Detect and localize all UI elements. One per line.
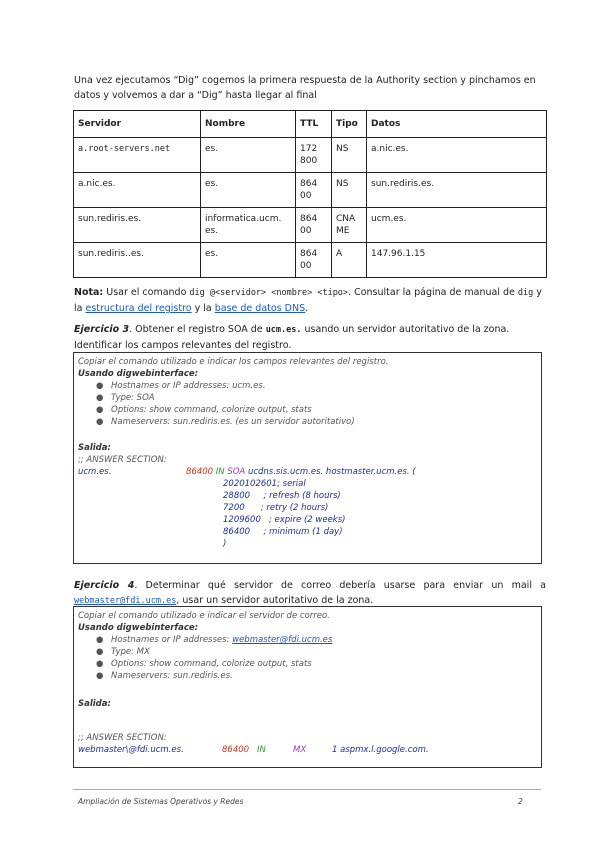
cell-nombre: informatica.ucm. es. bbox=[201, 208, 296, 243]
header-ttl: TTL bbox=[296, 111, 332, 138]
footer-divider bbox=[73, 789, 541, 790]
instruction-line: Copiar el comando utilizado e indicar los campos relevantes del registro. bbox=[78, 357, 389, 367]
exercise-text: , usar un servidor autoritativo de la zona. bbox=[176, 595, 374, 606]
header-servidor: Servidor bbox=[74, 111, 201, 138]
cell-datos: 147.96.1.15 bbox=[367, 243, 547, 278]
cell-datos: ucm.es. bbox=[367, 208, 547, 243]
exercise-4-answer-box bbox=[73, 606, 542, 768]
exercise-3-statement bbox=[74, 322, 546, 353]
cell-ttl: 864 00 bbox=[296, 173, 332, 208]
webmaster-email-link[interactable]: webmaster@fdi.ucm.es bbox=[74, 596, 177, 606]
soa-refresh: 28800 ; refresh (8 hours) bbox=[223, 491, 341, 501]
bullet-text: Hostnames or IP addresses: bbox=[111, 635, 233, 645]
intro-paragraph: Una vez ejecutamos “Dig” cogemos la primera respuesta de la Authority section y pinchamos en datos y volvemos a dar a “Dig” hasta llegar al final bbox=[74, 75, 536, 101]
table-row bbox=[74, 173, 547, 208]
table-row bbox=[74, 243, 547, 278]
header-tipo: Tipo bbox=[332, 111, 367, 138]
table-header-row bbox=[74, 111, 547, 138]
record-type: MX bbox=[293, 745, 307, 755]
list-item bbox=[96, 635, 332, 645]
exercise-4-title: Ejercicio 4 bbox=[74, 580, 135, 591]
note-text: . bbox=[305, 303, 309, 314]
bullet-text: Nameservers: sun.rediris.es. bbox=[111, 671, 233, 681]
note-label: Nota: bbox=[74, 287, 104, 298]
answer-section-label: ;; ANSWER SECTION: bbox=[78, 733, 167, 743]
list-item bbox=[96, 647, 150, 657]
bullet-text: Nameservers: sun.rediris.es. (es un servidor autoritativo) bbox=[111, 417, 355, 427]
list-item bbox=[96, 381, 266, 391]
bullet-icon: ● bbox=[96, 381, 104, 391]
page-number: 2 bbox=[518, 797, 523, 806]
bullet-text: Options: show command, colorize output, stats bbox=[111, 405, 312, 415]
record-data: 1 aspmx.l.google.com. bbox=[332, 745, 429, 755]
soa-minimum: 86400 ; minimum (1 day) bbox=[223, 527, 343, 537]
list-item bbox=[96, 393, 155, 403]
record-name: webmaster\@fdi.ucm.es. bbox=[78, 745, 184, 755]
cell-tipo: NS bbox=[332, 138, 367, 173]
bullet-icon: ● bbox=[96, 393, 104, 403]
list-item bbox=[96, 659, 312, 669]
dig-command: dig @<servidor> <nombre> <tipo> bbox=[189, 288, 349, 298]
output-heading: Salida: bbox=[78, 443, 111, 453]
bullet-icon: ● bbox=[96, 659, 104, 669]
instruction-line: Copiar el comando utilizado e indicar el servidor de correo. bbox=[78, 611, 330, 621]
soa-expire: 1209600 ; expire (2 weeks) bbox=[223, 515, 346, 525]
record-ttl: 86400 bbox=[222, 745, 250, 755]
interface-heading: Usando digwebinterface: bbox=[78, 623, 199, 633]
soa-record-line bbox=[186, 467, 416, 477]
cell-servidor: sun.rediris..es. bbox=[74, 243, 201, 278]
cell-tipo: NS bbox=[332, 173, 367, 208]
note-text: Usar el comando bbox=[103, 287, 190, 298]
record-class: IN bbox=[215, 467, 225, 477]
dns-resolution-table bbox=[73, 110, 547, 278]
cell-ttl: 864 00 bbox=[296, 243, 332, 278]
record-class: IN bbox=[257, 745, 266, 755]
output-heading: Salida: bbox=[78, 699, 111, 709]
note-text: y la bbox=[74, 287, 542, 314]
bullet-text: Type: MX bbox=[111, 647, 150, 657]
exercise-3-answer-box bbox=[73, 352, 542, 564]
exercise-4-statement bbox=[74, 578, 546, 609]
dig-word: dig bbox=[517, 288, 534, 298]
bullet-icon: ● bbox=[96, 405, 104, 415]
exercise-text: . Obtener el registro SOA de bbox=[129, 324, 266, 335]
record-structure-link[interactable]: estructura del registro bbox=[85, 303, 192, 314]
note-text: . Consultar la página de manual de bbox=[348, 287, 518, 298]
cell-datos: sun.rediris.es. bbox=[367, 173, 547, 208]
record-type: SOA bbox=[227, 467, 246, 477]
cell-nombre: es. bbox=[201, 243, 296, 278]
cell-servidor: a.root-servers.net bbox=[74, 138, 201, 173]
soa-serial: 2020102601; serial bbox=[223, 479, 306, 489]
record-ttl: 86400 bbox=[186, 467, 214, 477]
header-datos: Datos bbox=[367, 111, 547, 138]
cell-ttl: 864 00 bbox=[296, 208, 332, 243]
list-item bbox=[96, 405, 312, 415]
answer-section-label: ;; ANSWER SECTION: bbox=[78, 455, 167, 465]
record-name: ucm.es. bbox=[78, 467, 112, 477]
header-nombre: Nombre bbox=[201, 111, 296, 138]
cell-nombre: es. bbox=[201, 173, 296, 208]
interface-heading: Usando digwebinterface: bbox=[78, 369, 199, 379]
note-paragraph bbox=[74, 285, 546, 316]
bullet-text: Options: show command, colorize output, stats bbox=[111, 659, 312, 669]
exercise-text: usando un servidor autoritativo de la zona. Identificar los campos relevantes del registro. bbox=[74, 324, 510, 351]
table-row bbox=[74, 138, 547, 173]
cell-nombre: es. bbox=[201, 138, 296, 173]
exercise-text: . Determinar qué servidor de correo debería usarse para enviar un mail a bbox=[134, 580, 547, 591]
exercise-3-title: Ejercicio 3 bbox=[74, 324, 130, 335]
hostname-email-link[interactable]: webmaster@fdi.ucm.es bbox=[232, 635, 333, 645]
cell-tipo: CNA ME bbox=[332, 208, 367, 243]
bullet-text: Type: SOA bbox=[111, 393, 155, 403]
list-item bbox=[96, 417, 355, 427]
table-row bbox=[74, 208, 547, 243]
dns-database-link[interactable]: base de datos DNS bbox=[214, 303, 306, 314]
note-text: y la bbox=[191, 303, 215, 314]
exercise-3-domain: ucm.es. bbox=[265, 325, 302, 335]
record-data: ucdns.sis.ucm.es. hostmaster.ucm.es. ( bbox=[247, 467, 416, 477]
cell-ttl: 172 800 bbox=[296, 138, 332, 173]
soa-close-paren: ) bbox=[223, 539, 227, 549]
footer-course-title: Ampliación de Sistemas Operativos y Redes bbox=[78, 797, 244, 806]
bullet-icon: ● bbox=[96, 635, 104, 645]
bullet-icon: ● bbox=[96, 671, 104, 681]
soa-retry: 7200 ; retry (2 hours) bbox=[223, 503, 329, 513]
bullet-icon: ● bbox=[96, 647, 104, 657]
bullet-text: Hostnames or IP addresses: ucm.es. bbox=[111, 381, 266, 391]
cell-tipo: A bbox=[332, 243, 367, 278]
cell-servidor: a.nic.es. bbox=[74, 173, 201, 208]
list-item bbox=[96, 671, 233, 681]
cell-datos: a.nic.es. bbox=[367, 138, 547, 173]
bullet-icon: ● bbox=[96, 417, 104, 427]
cell-servidor: sun.rediris.es. bbox=[74, 208, 201, 243]
